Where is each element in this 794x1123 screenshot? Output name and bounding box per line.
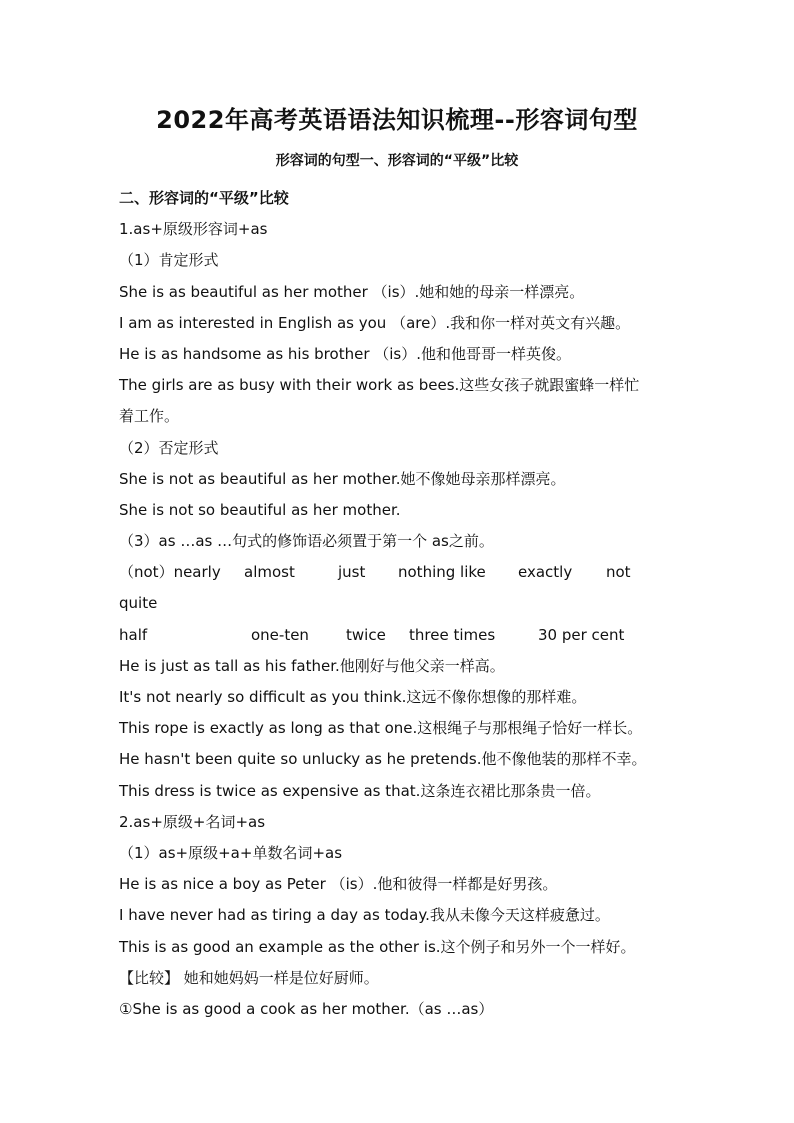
text-line: He is as handsome as his brother （is）.他和他哥哥一样英俊。 <box>119 344 572 363</box>
modifier-row <box>119 557 689 588</box>
modifier-word: three times <box>409 625 496 644</box>
text-line: It's not nearly so difficult as you think.这远不像你想像的那样难。 <box>119 688 587 706</box>
modifier-word: just <box>338 563 366 582</box>
modifier-word: half <box>119 625 148 644</box>
text-line: The girls are as busy with their work as bees.这些女孩子就跟蜜蜂一样忙 <box>119 376 640 395</box>
modifier-word: twice <box>346 625 386 644</box>
modifier-word: quite <box>119 594 158 613</box>
text-line: 1.as+原级形容词+as <box>119 220 268 239</box>
text-line: He is just as tall as his father.他刚好与他父亲一样高。 <box>119 656 505 675</box>
text-line: This dress is twice as expensive as that.这条连衣裙比那条贵一倍。 <box>119 781 601 800</box>
modifier-word: exactly <box>518 563 573 582</box>
text-line: （2）否定形式 <box>119 438 219 457</box>
modifier-word: not <box>606 563 631 582</box>
text-line: 着工作。 <box>119 407 180 426</box>
text-line: She is not so beautiful as her mother. <box>119 500 401 519</box>
text-line: I am as interested in English as you （are）.我和你一样对英文有兴趣。 <box>119 313 631 332</box>
text-line: 【比较】 她和她妈妈一样是位好厨师。 <box>119 968 379 987</box>
text-line: 2.as+原级+名词+as <box>119 812 266 831</box>
text-line: （1）as+原级+a+单数名词+as <box>119 843 343 862</box>
text-line: This is as good an example as the other is.这个例子和另外一个一样好。 <box>119 937 636 956</box>
modifier-word: one-ten <box>251 625 309 644</box>
text-line: （3）as …as …句式的修饰语必须置于第一个 as之前。 <box>119 532 494 551</box>
modifier-word: nothing like <box>398 563 486 582</box>
document-body <box>119 183 689 1025</box>
text-line: He hasn't been quite so unlucky as he pretends.他不像他装的那样不幸。 <box>119 750 647 769</box>
text-line: （1）肯定形式 <box>119 251 219 270</box>
text-line: This rope is exactly as long as that one.这根绳子与那根绳子恰好一样长。 <box>119 719 643 738</box>
modifier-word: 30 per cent <box>538 625 625 644</box>
text-line: He is as nice a boy as Peter （is）.他和彼得一样都是好男孩。 <box>119 875 558 894</box>
document-title: 2022年高考英语语法知识梳理--形容词句型 <box>156 106 638 134</box>
text-line: She is not as beautiful as her mother.她不像她母亲那样漂亮。 <box>119 469 566 488</box>
document-subtitle: 形容词的句型一、形容词的“平级”比较 <box>275 153 519 169</box>
text-line: ①She is as good a cook as her mother.（as …as） <box>119 999 494 1018</box>
text-line: She is as beautiful as her mother （is）.她和她的母亲一样漂亮。 <box>119 282 585 301</box>
modifier-word: almost <box>244 563 295 582</box>
modifier-row <box>119 620 689 651</box>
section-heading: 二、形容词的“平级”比较 <box>119 189 289 207</box>
text-line: I have never had as tiring a day as today.我从未像今天这样疲惫过。 <box>119 906 610 925</box>
modifier-word: （not）nearly <box>119 563 221 582</box>
